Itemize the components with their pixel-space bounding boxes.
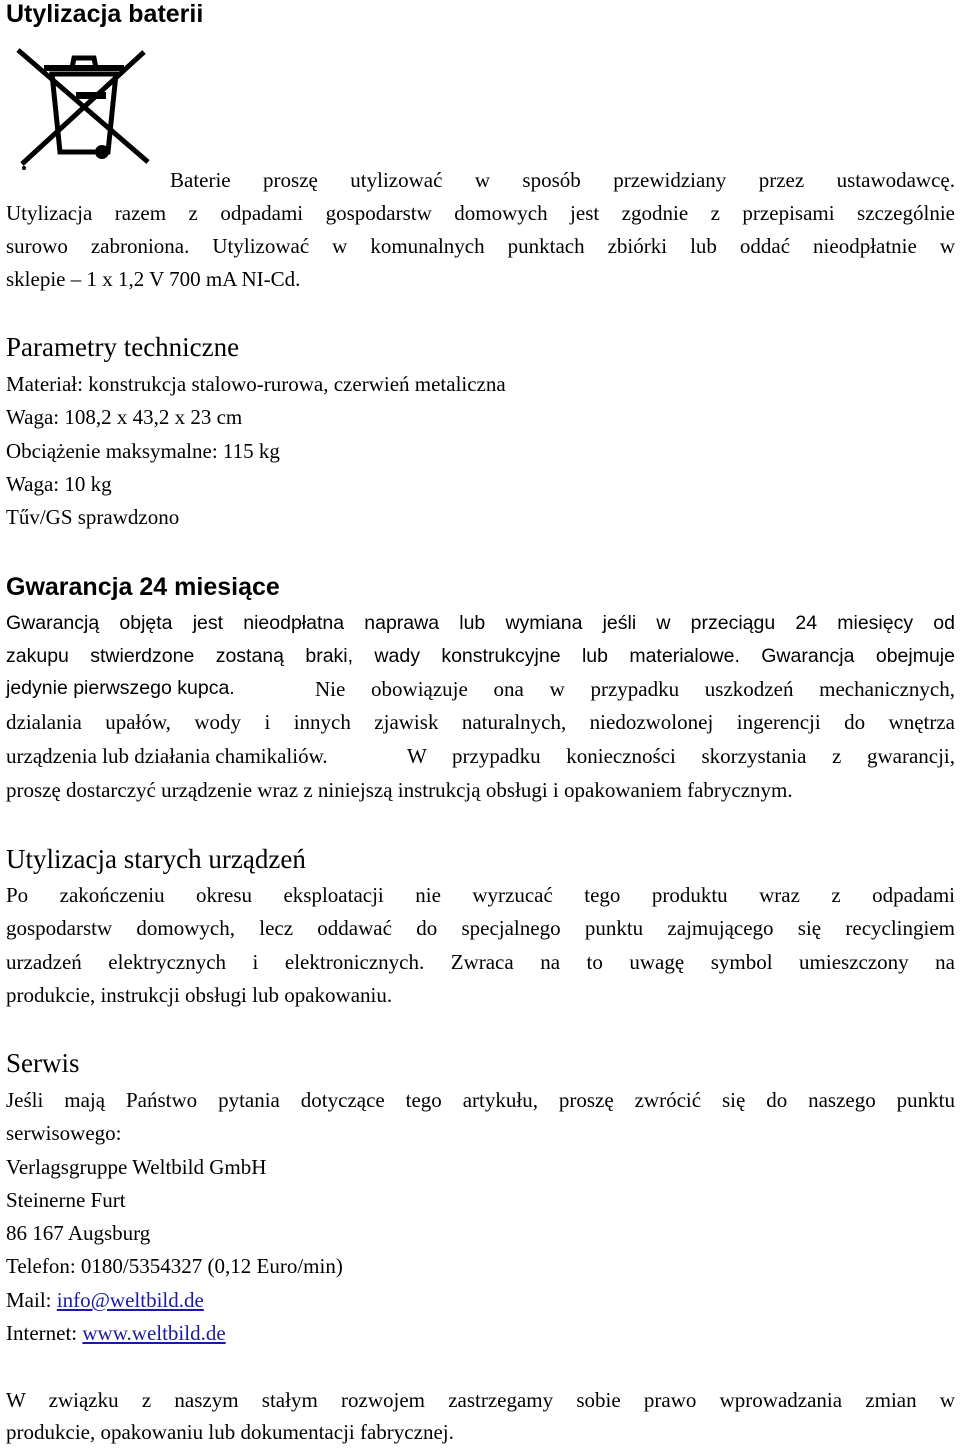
notice-line-1: W związku z naszym stałym rozwojem zastrzegamy sobie prawo wprowadzania zmian w (6, 1388, 955, 1412)
disposal-line-2: gospodarstw domowych, lecz oddawać do specjalnego punktu zajmującego się recyclingiem (6, 916, 955, 940)
service-internet-link[interactable]: www.weltbild.de (82, 1321, 226, 1345)
warranty-line-3b: Nie obowiązuje ona w przypadku uszkodzeń mechanicznych, (315, 677, 955, 701)
battery-line-2: Utylizacja razem z odpadami gospodarstw domowych jest zgodnie z przepisami szczególnie (6, 201, 955, 225)
technical-item: Waga: 108,2 x 43,2 x 23 cm (6, 405, 243, 429)
warranty-line-5b: W przypadku konieczności skorzystania z gwarancji, (407, 744, 955, 768)
warranty-line-1: Gwarancją objęta jest nieodpłatna naprawa lub wymiana jeśli w przeciągu 24 miesięcy od (6, 612, 955, 634)
service-company: Verlagsgruppe Weltbild GmbH (6, 1155, 267, 1179)
service-internet-row (6, 1321, 226, 1346)
service-intro-2: serwisowego: (6, 1121, 122, 1145)
service-title: Serwis (6, 1048, 80, 1078)
disposal-line-3: urzadzeń elektrycznych i elektronicznych. Zwraca na to uwagę symbol umieszczony na (6, 950, 955, 974)
disposal-line-1: Po zakończeniu okresu eksploatacji nie wyrzucać tego produktu wraz z odpadami (6, 883, 955, 907)
notice-line-2: produkcie, opakowaniu lub dokumentacji fabrycznej. (6, 1420, 454, 1444)
warranty-line-2: zakupu stwierdzone zostaną braki, wady konstrukcyjne lub materialowe. Gwarancja obejmuje (6, 645, 955, 667)
disposal-title: Utylizacja starych urządzeń (6, 844, 306, 874)
service-mail-label: Mail: (6, 1288, 57, 1312)
battery-line-4: sklepie – 1 x 1,2 V 700 mA NI-Cd. (6, 267, 301, 291)
battery-line-3: surowo zabroniona. Utylizować w komunalnych punktach zbiórki lub oddać nieodpłatnie w (6, 234, 955, 258)
crossed-out-bin-icon (14, 44, 154, 172)
service-city: 86 167 Augsburg (6, 1221, 151, 1245)
service-intro-1: Jeśli mają Państwo pytania dotyczące tego artykułu, proszę zwrócić się do naszego punktu (6, 1088, 955, 1112)
warranty-line-5a: urządzenia lub działania chamikaliów. (6, 744, 328, 768)
technical-title: Parametry techniczne (6, 332, 240, 362)
warranty-line-3a: jedynie pierwszego kupca. (6, 677, 235, 699)
warranty-title: Gwarancja 24 miesiące (6, 573, 280, 601)
battery-title: Utylizacja baterii (6, 0, 204, 28)
service-mail-link[interactable]: info@weltbild.de (56, 1288, 204, 1312)
service-phone: Telefon: 0180/5354327 (0,12 Euro/min) (6, 1254, 343, 1278)
warranty-line-3 (6, 677, 955, 702)
battery-line-1: Baterie proszę utylizować w sposób przewidziany przez ustawodawcę. (170, 168, 955, 192)
technical-item: Obciążenie maksymalne: 115 kg (6, 439, 280, 463)
technical-item: Materiał: konstrukcja stalowo-rurowa, czerwień metaliczna (6, 372, 506, 396)
warranty-line-4: dzialania upałów, wody i innych zjawisk naturalnych, niedozwolonej ingerencji do wnętrza (6, 710, 955, 734)
service-internet-label: Internet: (6, 1321, 83, 1345)
service-mail-row (6, 1288, 204, 1313)
warranty-line-6: proszę dostarczyć urządzenie wraz z niniejszą instrukcją obsługi i opakowaniem fabrycznym. (6, 778, 793, 802)
technical-item: Waga: 10 kg (6, 472, 112, 496)
warranty-line-5 (6, 744, 955, 769)
technical-item: Tűv/GS sprawdzono (6, 505, 180, 529)
service-street: Steinerne Furt (6, 1188, 126, 1212)
disposal-line-4: produkcie, instrukcji obsługi lub opakowaniu. (6, 983, 393, 1007)
